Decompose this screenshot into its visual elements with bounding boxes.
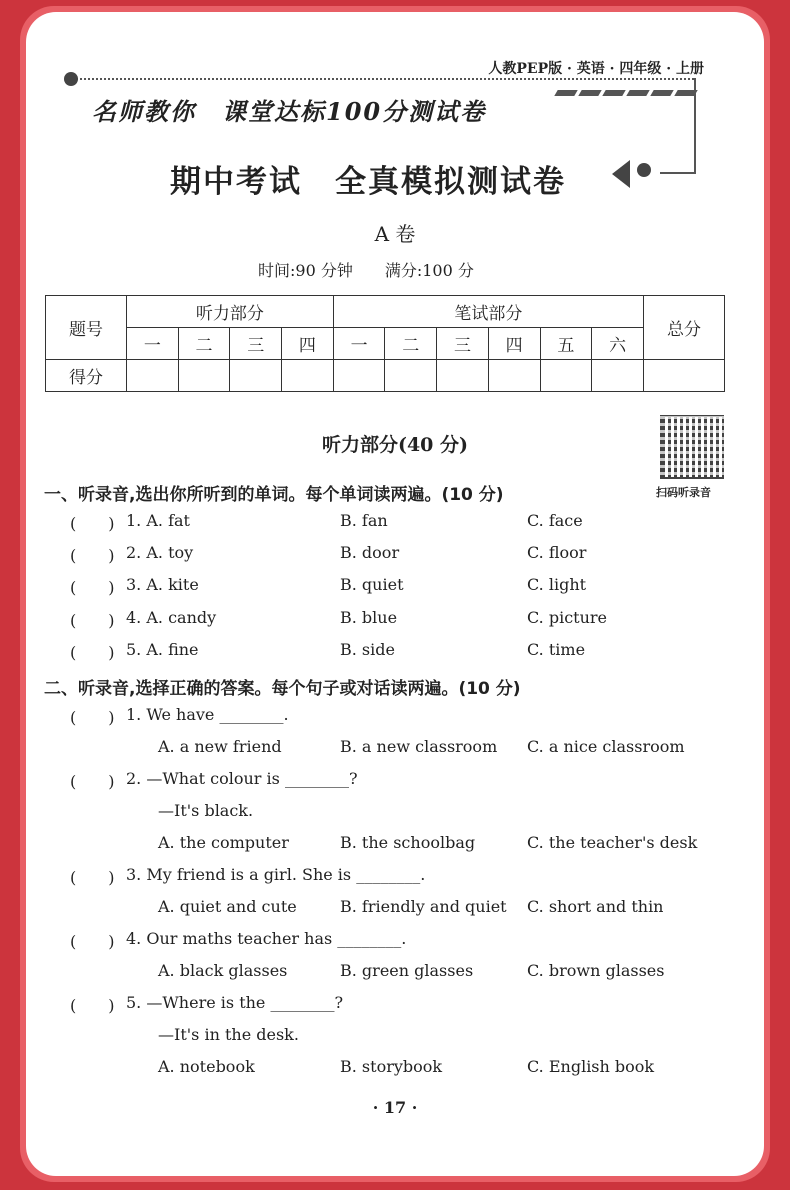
- option-c: C. short and thin: [527, 897, 664, 916]
- volume-label: A 卷: [374, 222, 416, 246]
- column-header: 二: [385, 328, 437, 360]
- option-b: B. storybook: [340, 1057, 443, 1076]
- option-b: B. fan: [340, 511, 388, 530]
- option-a: A. a new friend: [158, 737, 282, 756]
- question-text: 1. We have ________.: [126, 705, 289, 724]
- answer-blank[interactable]: ( ): [70, 868, 115, 887]
- option-b: B. door: [340, 543, 400, 563]
- arrow-icon: [612, 160, 630, 188]
- decorative-bars-icon: [556, 90, 696, 96]
- option-b: B. green glasses: [340, 961, 474, 980]
- dialogue-reply: —It's in the desk.: [158, 1025, 299, 1044]
- answer-blank[interactable]: ( ): [70, 996, 115, 1015]
- score-cell[interactable]: [385, 360, 437, 392]
- answer-blank[interactable]: ( ): [70, 514, 115, 533]
- answer-blank[interactable]: ( ): [70, 578, 115, 598]
- option-b: B. side: [340, 639, 395, 659]
- dot-icon: [64, 72, 78, 86]
- option-b: B. a new classroom: [340, 737, 498, 756]
- score-table: [45, 295, 725, 392]
- question-text: 2. —What colour is ________?: [126, 769, 358, 788]
- answer-blank[interactable]: ( ): [70, 708, 115, 727]
- question-option-a: 4. A. candy: [126, 607, 217, 627]
- option-c: C. picture: [527, 607, 608, 627]
- option-c: C. a nice classroom: [527, 737, 685, 756]
- qr-code-texture: [660, 415, 724, 479]
- answer-blank[interactable]: ( ): [70, 610, 115, 630]
- part1-heading: 一、听录音,选出你所听到的单词。每个单词读两遍。(10 分): [44, 485, 504, 505]
- option-c: C. face: [527, 511, 583, 530]
- section-title: 听力部分(40 分): [321, 434, 469, 456]
- row-label: 题号: [46, 296, 127, 360]
- listening-header: 听力部分: [127, 296, 334, 328]
- time-limit: 时间:90 分钟: [258, 261, 353, 280]
- question-option-a: 5. A. fine: [126, 639, 199, 659]
- score-cell[interactable]: [488, 360, 540, 392]
- dialogue-reply: —It's black.: [158, 801, 254, 820]
- column-header: 二: [178, 328, 230, 360]
- option-b: B. blue: [340, 607, 398, 627]
- divider: [660, 172, 695, 174]
- answer-blank[interactable]: ( ): [70, 642, 115, 662]
- exam-title: 期中考试 全真模拟测试卷: [170, 164, 566, 200]
- column-header: 一: [333, 328, 385, 360]
- option-c: C. English book: [527, 1057, 655, 1076]
- question-text: 4. Our maths teacher has ________.: [126, 929, 407, 948]
- column-header: 三: [437, 328, 489, 360]
- score-cell[interactable]: [282, 360, 334, 392]
- option-b: B. the schoolbag: [340, 833, 476, 852]
- answer-blank[interactable]: ( ): [70, 932, 115, 951]
- option-a: A. notebook: [158, 1057, 255, 1076]
- total-header: 总分: [644, 296, 725, 360]
- question-text: 3. My friend is a girl. She is ________.: [126, 865, 426, 884]
- score-label: 得分: [46, 360, 127, 392]
- brand-title: 名师教你 课堂达标100分测试卷: [92, 97, 487, 126]
- option-c: C. time: [527, 639, 586, 659]
- part2-heading: 二、听录音,选择正确的答案。每个句子或对话读两遍。(10 分): [44, 679, 521, 699]
- option-a: A. the computer: [158, 833, 289, 852]
- dot-icon: [637, 163, 651, 177]
- question-option-a: 2. A. toy: [126, 543, 194, 563]
- option-b: B. quiet: [340, 575, 404, 595]
- answer-blank[interactable]: ( ): [70, 772, 115, 791]
- score-cell[interactable]: [540, 360, 592, 392]
- full-score: 满分:100 分: [384, 261, 474, 280]
- option-a: A. quiet and cute: [158, 897, 297, 916]
- series-label: 人教PEP版 · 英语 · 四年级 · 上册: [488, 61, 704, 77]
- score-cell[interactable]: [178, 360, 230, 392]
- exam-meta: [258, 258, 474, 281]
- option-c: C. light: [527, 575, 587, 595]
- question-text: 5. —Where is the ________?: [126, 993, 344, 1012]
- page-number: · 17 ·: [372, 1098, 418, 1117]
- column-header: 四: [282, 328, 334, 360]
- option-a: A. black glasses: [158, 961, 288, 980]
- option-c: C. the teacher's desk: [527, 833, 698, 852]
- option-c: C. floor: [527, 543, 587, 563]
- column-header: 三: [230, 328, 282, 360]
- column-header: 四: [488, 328, 540, 360]
- qr-label: 扫码听录音: [656, 486, 711, 499]
- score-cell[interactable]: [230, 360, 282, 392]
- option-b: B. friendly and quiet: [340, 897, 507, 916]
- divider: [72, 78, 694, 80]
- score-cell[interactable]: [592, 360, 644, 392]
- answer-blank[interactable]: ( ): [70, 546, 115, 566]
- writing-header: 笔试部分: [333, 296, 643, 328]
- question-option-a: 1. A. fat: [126, 511, 190, 530]
- score-cell[interactable]: [644, 360, 725, 392]
- option-c: C. brown glasses: [527, 961, 665, 980]
- column-header: 五: [540, 328, 592, 360]
- score-cell[interactable]: [333, 360, 385, 392]
- score-cell[interactable]: [437, 360, 489, 392]
- column-header: 一: [127, 328, 179, 360]
- column-header: 六: [592, 328, 644, 360]
- score-cell[interactable]: [127, 360, 179, 392]
- question-option-a: 3. A. kite: [126, 575, 199, 595]
